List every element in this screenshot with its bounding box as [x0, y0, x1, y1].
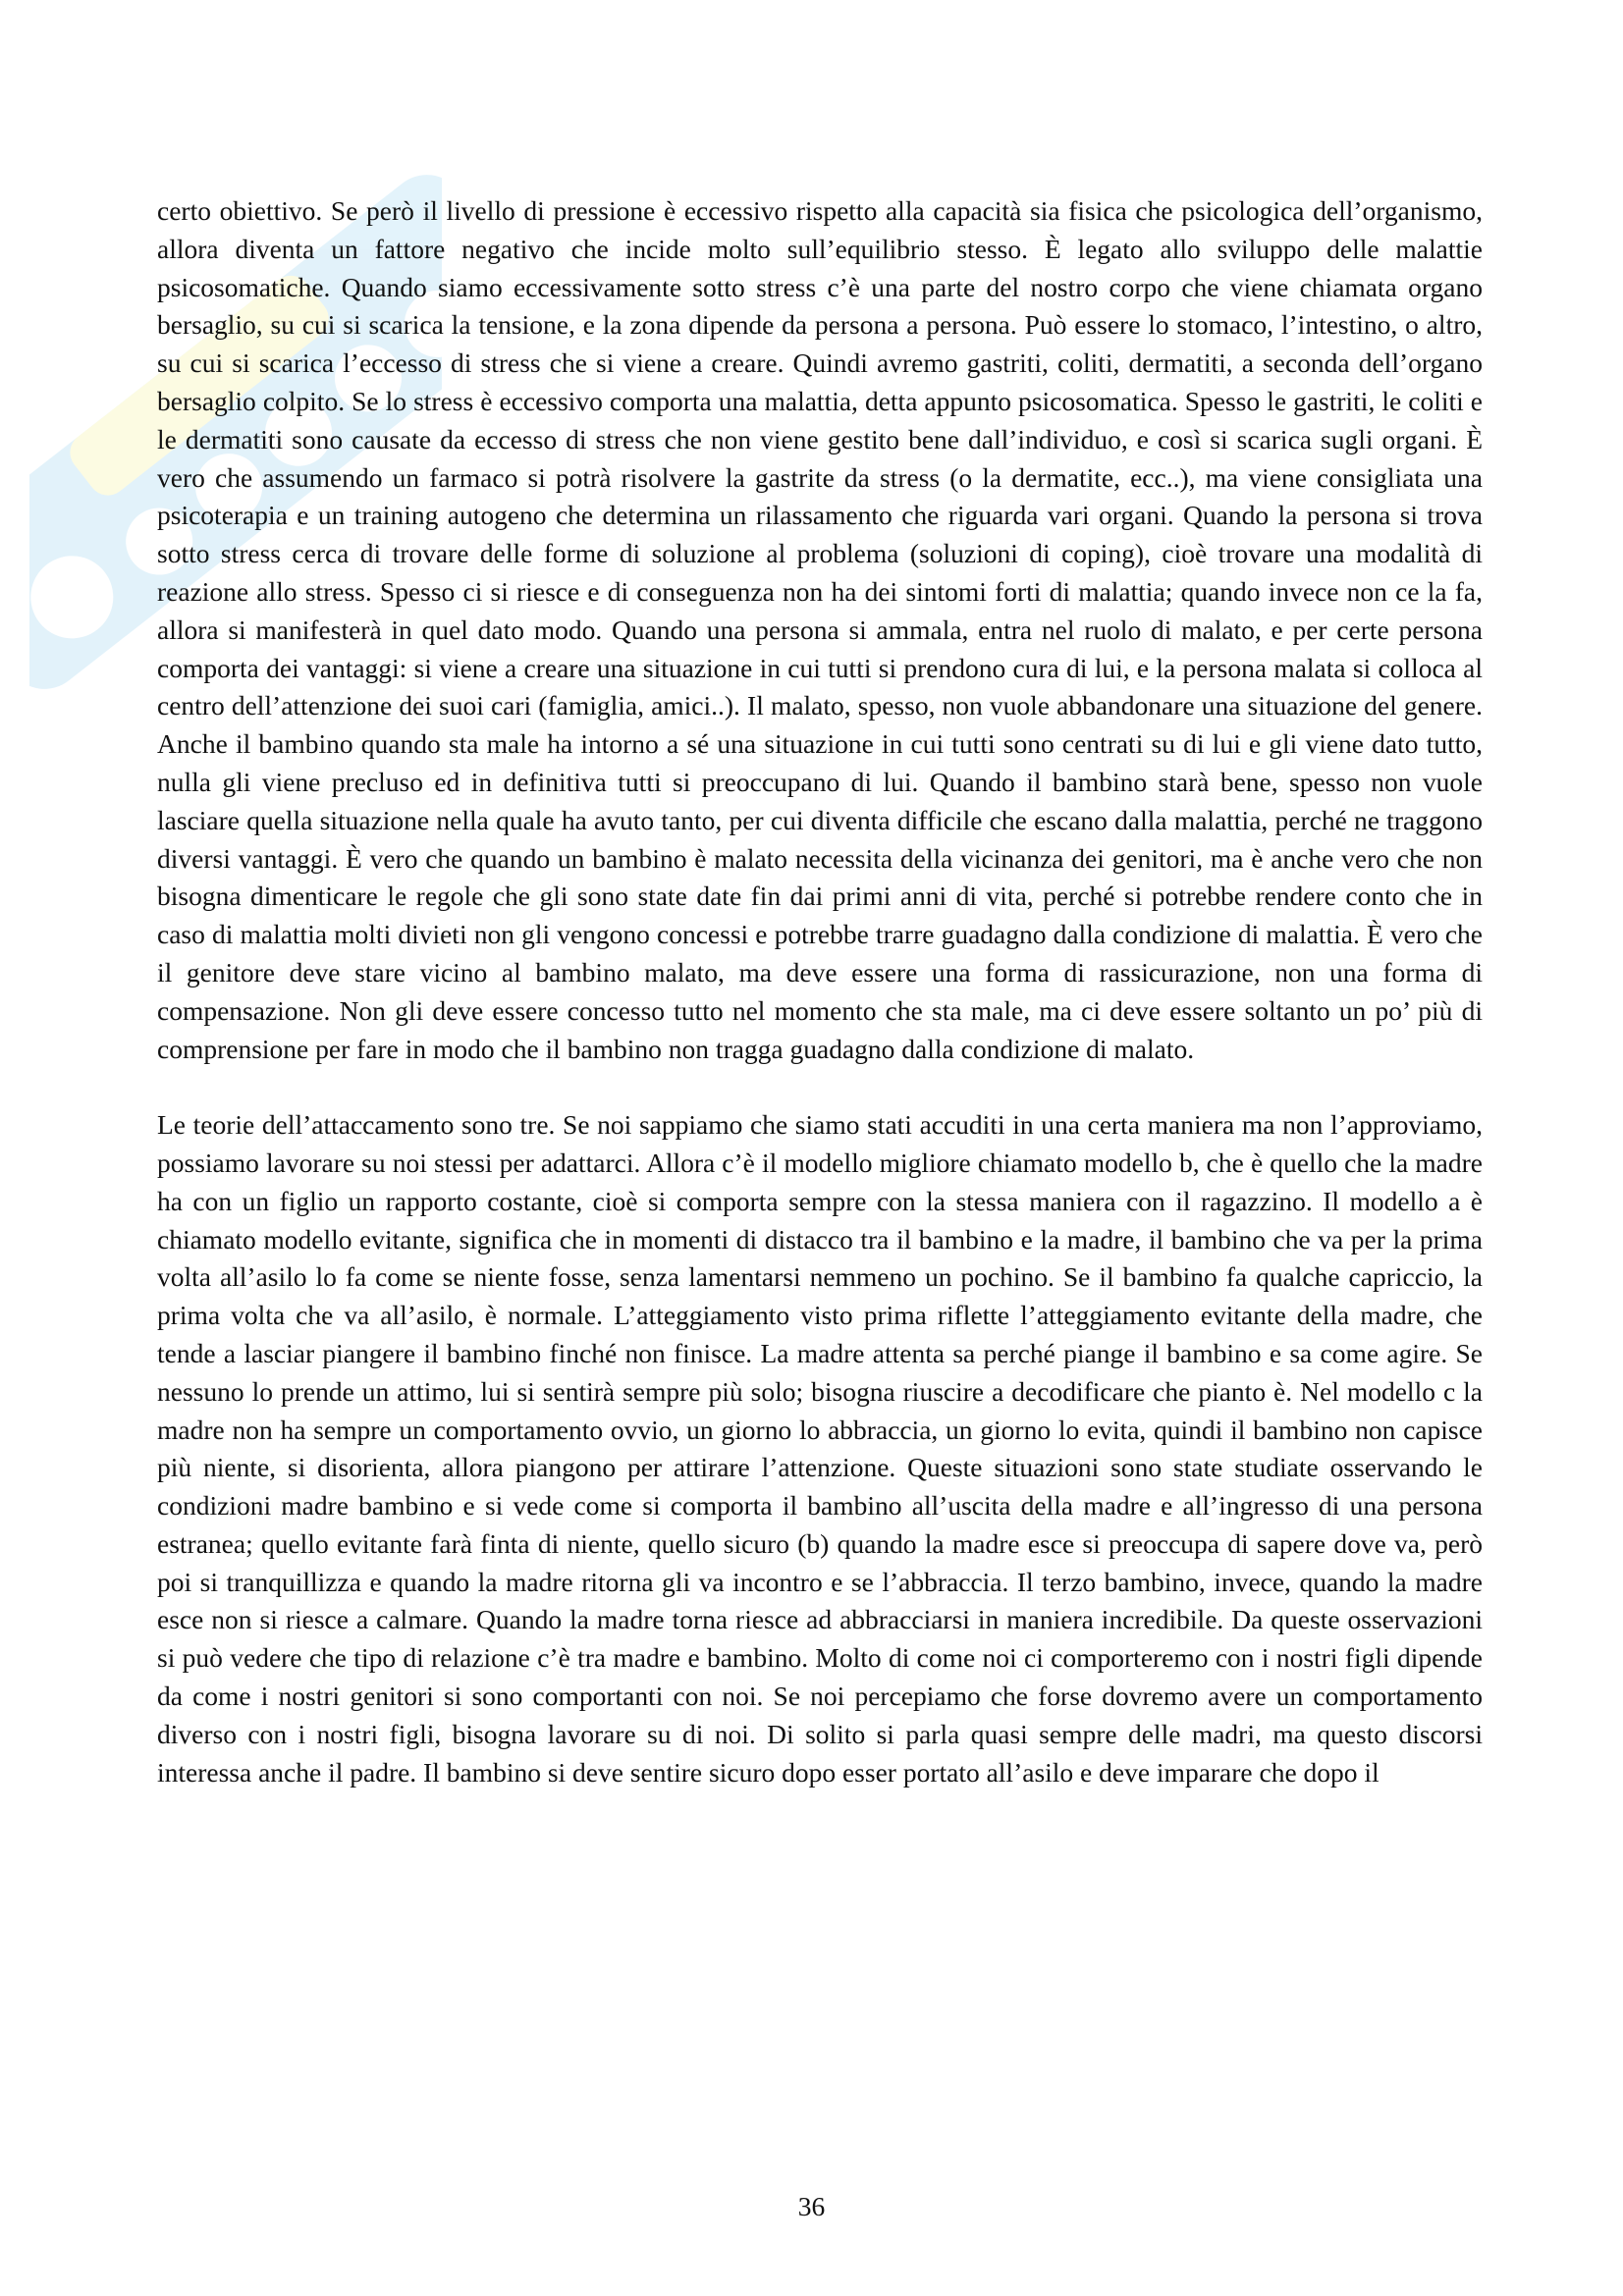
- paragraph: certo obiettivo. Se però il livello di pressione è eccessivo rispetto alla capacità sia fisica che psicologica dell’organismo, allora diventa un fattore negativo che incide molto sull’equilibrio stesso. È legato allo sviluppo delle malattie psicosomatiche. Quando siamo eccessivamente sotto stress c’è una parte del nostro corpo che viene chiamata organo bersaglio, su cui si scarica la tensione, e la zona dipende da persona a persona. Può essere lo stomaco, l’intestino, o altro, su cui si scarica l’eccesso di stress che si viene a creare. Quindi avremo gastriti, coliti, dermatiti, a seconda dell’organo bersaglio colpito. Se lo stress è eccessivo comporta una malattia, detta appunto psicosomatica. Spesso le gastriti, le coliti e le dermatiti sono causate da eccesso di stress che non viene gestito bene dall’individuo, e così si scarica sugli organi. È vero che assumendo un farmaco si potrà risolvere la gastrite da stress (o la dermatite, ecc..), ma viene consigliata una psicoterapia e un training autogeno che determina un rilassamento che riguarda vari organi. Quando la persona si trova sotto stress cerca di trovare delle forme di soluzione al problema (soluzioni di coping), cioè trovare una modalità di reazione allo stress. Spesso ci si riesce e di conseguenza non ha dei sintomi forti di malattia; quando invece non ce la fa, allora si manifesterà in quel dato modo. Quando una persona si ammala, entra nel ruolo di malato, e per certe persona comporta dei vantaggi: si viene a creare una situazione in cui tutti si prendono cura di lui, e la persona malata si colloca al centro dell’attenzione dei suoi cari (famiglia, amici..). Il malato, spesso, non vuole abbandonare una situazione del genere. Anche il bambino quando sta male ha intorno a sé una situazione in cui tutti sono centrati su di lui e gli viene dato tutto, nulla gli viene precluso ed in definitiva tutti si preoccupano di lui. Quando il bambino starà bene, spesso non vuole lasciare quella situazione nella quale ha avuto tanto, per cui diventa difficile che escano dalla malattia, perché ne traggono diversi vantaggi. È vero che quando un bambino è malato necessita della vicinanza dei genitori, ma è anche vero che non bisogna dimenticare le regole che gli sono state date fin dai primi anni di vita, perché si potrebbe rendere conto che in caso di malattia molti divieti non gli vengono concessi e potrebbe trarre guadagno dalla condizione di malattia. È vero che il genitore deve stare vicino al bambino malato, ma deve essere una forma di rassicurazione, non una forma di compensazione. Non gli deve essere concesso tutto nel momento che sta male, ma ci deve essere soltanto un po’ più di comprensione per fare in modo che il bambino non tragga guadagno dalla condizione di malato.: [157, 195, 1483, 1064]
- document-body: [157, 192, 1483, 1791]
- paragraph: Le teorie dell’attaccamento sono tre. Se noi sappiamo che siamo stati accuditi in una certa maniera ma non l’approviamo, possiamo lavorare su noi stessi per adattarci. Allora c’è il modello migliore chiamato modello b, che è quello che la madre ha con un figlio un rapporto costante, cioè si comporta sempre con la stessa maniera con il ragazzino. Il modello a è chiamato modello evitante, significa che in momenti di distacco tra il bambino e la madre, il bambino che va per la prima volta all’asilo lo fa come se niente fosse, senza lamentarsi nemmeno un pochino. Se il bambino fa qualche capriccio, la prima volta che va all’asilo, è normale. L’atteggiamento visto prima riflette l’atteggiamento evitante della madre, che tende a lasciar piangere il bambino finché non finisce. La madre attenta sa perché piange il bambino e sa come agire. Se nessuno lo prende un attimo, lui si sentirà sempre più solo; bisogna riuscire a decodificare che pianto è. Nel modello c la madre non ha sempre un comportamento ovvio, un giorno lo abbraccia, un giorno lo evita, quindi il bambino non capisce più niente, si disorienta, allora piangono per attirare l’attenzione. Queste situazioni sono state studiate osservando le condizioni madre bambino e si vede come si comporta il bambino all’uscita della madre e all’ingresso di una persona estranea; quello evitante farà finta di niente, quello sicuro (b) quando la madre esce si preoccupa di sapere dove va, però poi si tranquillizza e quando la madre ritorna gli va incontro e se l’abbraccia. Il terzo bambino, invece, quando la madre esce non si riesce a calmare. Quando la madre torna riesce ad abbracciarsi in maniera incredibile. Da queste osservazioni si può vedere che tipo di relazione c’è tra madre e bambino. Molto di come noi ci comporteremo con i nostri figli dipende da come i nostri genitori si sono comportanti con noi. Se noi percepiamo che forse dovremo avere un comportamento diverso con i nostri figli, bisogna lavorare su di noi. Di solito si parla quasi sempre delle madri, ma questo discorsi interessa anche il padre. Il bambino si deve sentire sicuro dopo esser portato all’asilo e deve imparare che dopo il: [157, 1109, 1483, 1788]
- page-number: 36: [797, 2191, 826, 2221]
